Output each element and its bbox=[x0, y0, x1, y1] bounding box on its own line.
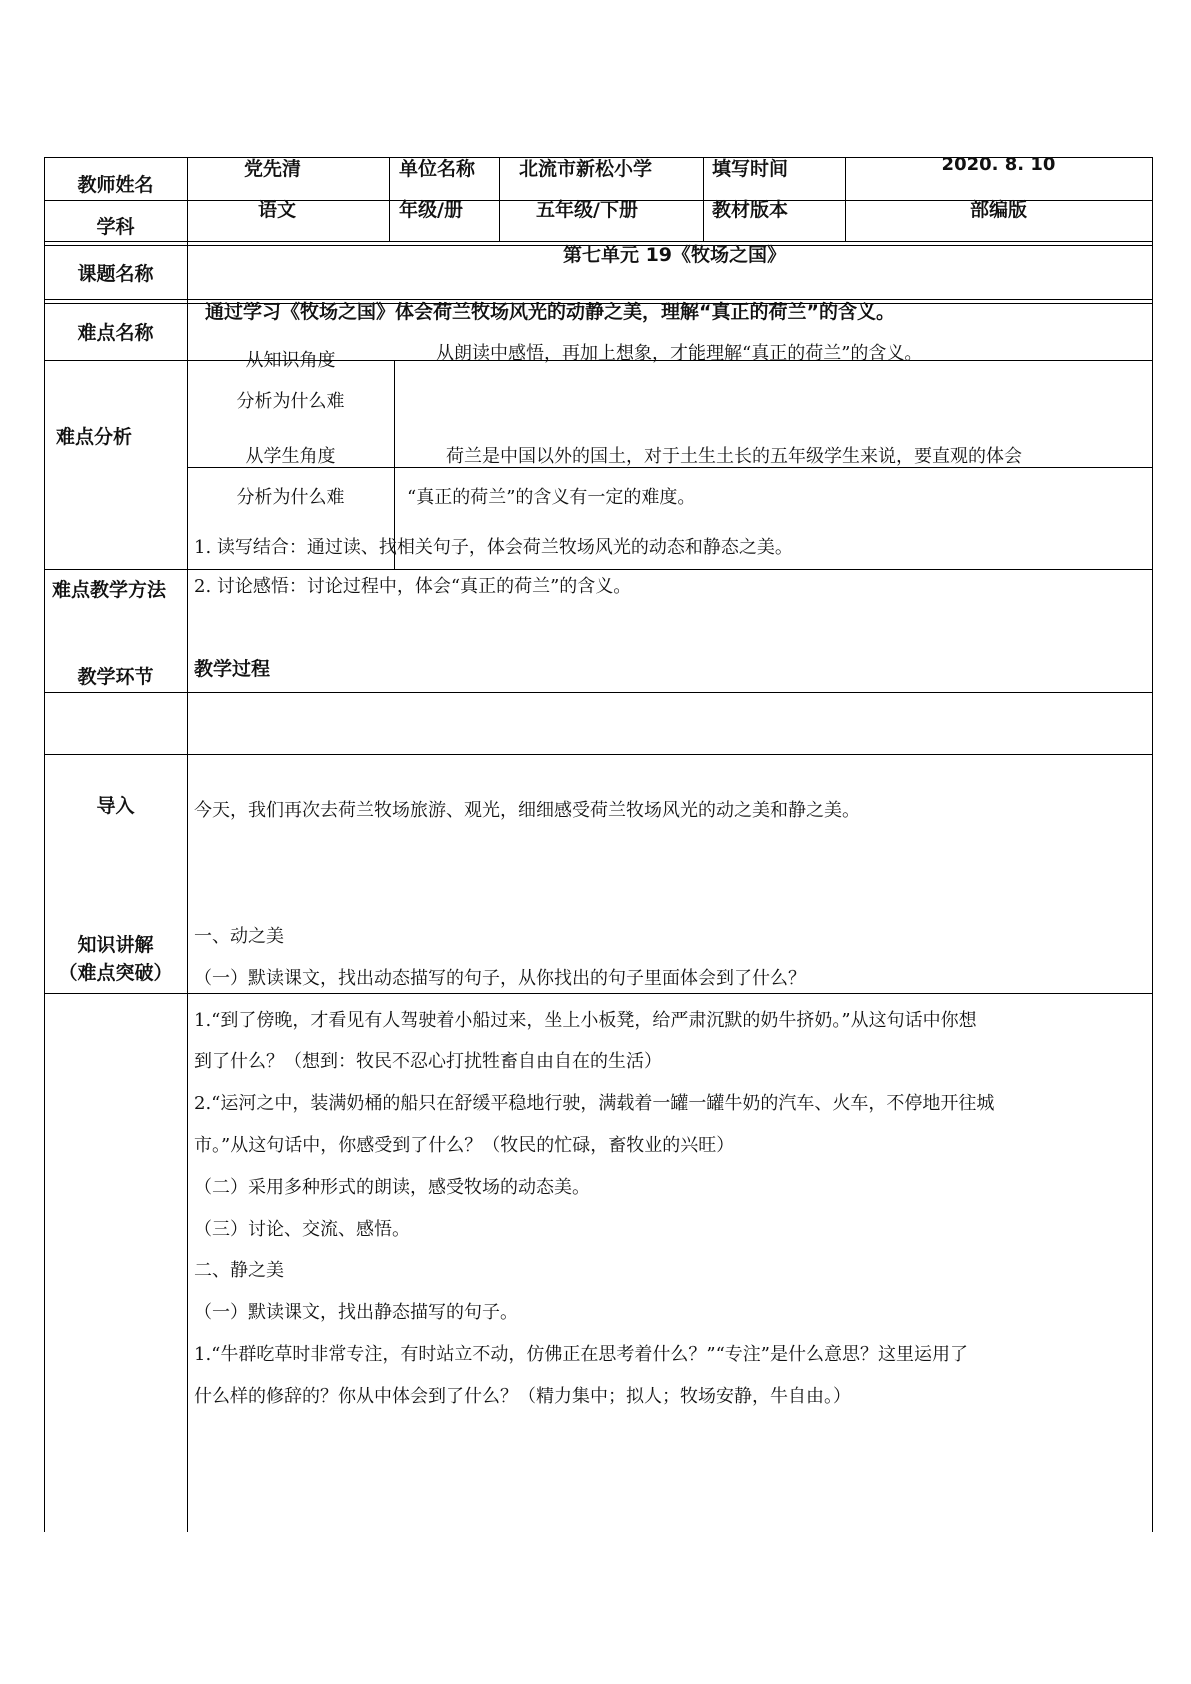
edition-label: 教材版本 bbox=[712, 199, 789, 221]
knowledge-label-line1: 知识讲解 bbox=[77, 934, 154, 956]
student-angle-text-line2: “真正的荷兰”的含义有一定的难度。 bbox=[407, 487, 696, 508]
grade-label: 年级/册 bbox=[399, 199, 463, 221]
knowledge-line: 1.“牛群吃草时非常专注，有时站立不动，仿佛正在思考着什么？”“专注”是什么意思？这里运用了 bbox=[194, 1344, 968, 1365]
subject-label: 学科 bbox=[96, 215, 135, 238]
row-divider bbox=[44, 754, 1153, 755]
intro-label: 导入 bbox=[96, 794, 135, 817]
table-border-right bbox=[1152, 157, 1153, 1532]
knowledge-line: 1.“到了傍晚，才看见有人驾驶着小船过来，坐上小板凳，给严肃沉默的奶牛挤奶。”从这句话中你想 bbox=[194, 1009, 977, 1031]
knowledge-line: （一）默读课文，找出动态描写的句子，从你找出的句子里面体会到了什么？ bbox=[194, 967, 806, 989]
lesson-plan-table bbox=[44, 154, 1153, 1532]
unit-name-value: 北流市新松小学 bbox=[519, 158, 653, 180]
knowledge-body bbox=[194, 922, 1149, 1412]
fill-time-label: 填写时间 bbox=[712, 158, 789, 180]
knowledge-line: （二）采用多种形式的朗读，感受牧场的动态美。 bbox=[194, 1176, 590, 1198]
knowledge-line: （三）讨论、交流、感悟。 bbox=[194, 1218, 410, 1240]
difficulty-label: 难点名称 bbox=[77, 322, 154, 344]
knowledge-label-line2: （难点突破） bbox=[58, 962, 173, 984]
subject-value: 语文 bbox=[258, 199, 297, 221]
column-divider bbox=[703, 157, 704, 241]
teacher-name-value: 党先清 bbox=[244, 158, 302, 180]
knowledge-line: （一）默读课文，找出静态描写的句子。 bbox=[194, 1302, 518, 1324]
knowledge-line: 到了什么？（想到：牧民不忍心打扰牲畜自由自在的生活） bbox=[194, 1051, 662, 1073]
knowledge-line: 二、静之美 bbox=[194, 1260, 284, 1282]
method-label: 难点教学方法 bbox=[52, 579, 167, 601]
knowledge-angle-label-line1: 从知识角度 bbox=[245, 350, 336, 371]
student-angle-label-line1: 从学生角度 bbox=[245, 446, 336, 467]
knowledge-line: 市。”从这句话中，你感受到了什么？（牧民的忙碌，畜牧业的兴旺） bbox=[194, 1135, 735, 1156]
edition-value: 部编版 bbox=[969, 199, 1027, 221]
analysis-label: 难点分析 bbox=[56, 426, 133, 448]
knowledge-angle-text: 从朗读中感悟，再加上想象，才能理解“真正的荷兰”的含义。 bbox=[436, 343, 923, 364]
row-divider bbox=[44, 569, 1153, 570]
knowledge-line: 一、动之美 bbox=[194, 926, 284, 947]
topic-value: 第七单元 19《牧场之国》 bbox=[562, 244, 787, 266]
difficulty-value: 通过学习《牧场之国》体会荷兰牧场风光的动静之美，理解“真正的荷兰”的含义。 bbox=[205, 301, 895, 323]
knowledge-line: 2.“运河之中，装满奶桶的船只在舒缓平稳地行驶，满载着一罐一罐牛奶的汽车、火车，不停地开往城 bbox=[194, 1093, 995, 1115]
intro-text: 今天，我们再次去荷兰牧场旅游、观光，细细感受荷兰牧场风光的动之美和静之美。 bbox=[194, 800, 860, 821]
column-divider bbox=[499, 157, 500, 241]
teaching-stage-label: 教学环节 bbox=[77, 666, 154, 688]
knowledge-angle-label-line2: 分析为什么难 bbox=[236, 391, 345, 412]
teacher-name-label: 教师姓名 bbox=[77, 173, 154, 196]
unit-name-label: 单位名称 bbox=[399, 158, 476, 180]
student-angle-text-line1: 荷兰是中国以外的国土，对于土生土长的五年级学生来说，要直观的体会 bbox=[446, 446, 1022, 467]
column-divider bbox=[389, 157, 390, 241]
grade-value: 五年级/下册 bbox=[536, 199, 638, 221]
topic-label: 课题名称 bbox=[77, 262, 154, 285]
knowledge-line: 什么样的修辞的？你从中体会到了什么？（精力集中；拟人；牧场安静，牛自由。） bbox=[194, 1385, 851, 1407]
fill-time-value: 2020. 8. 10 bbox=[941, 154, 1056, 175]
method-line-1: 1. 读写结合：通过读、找相关句子，体会荷兰牧场风光的动态和静态之美。 bbox=[194, 537, 793, 558]
teaching-process-label: 教学过程 bbox=[194, 658, 271, 680]
method-line-2: 2. 讨论感悟：讨论过程中，体会“真正的荷兰”的含义。 bbox=[194, 576, 632, 597]
student-angle-label-line2: 分析为什么难 bbox=[236, 487, 345, 508]
row-divider bbox=[44, 692, 1153, 693]
